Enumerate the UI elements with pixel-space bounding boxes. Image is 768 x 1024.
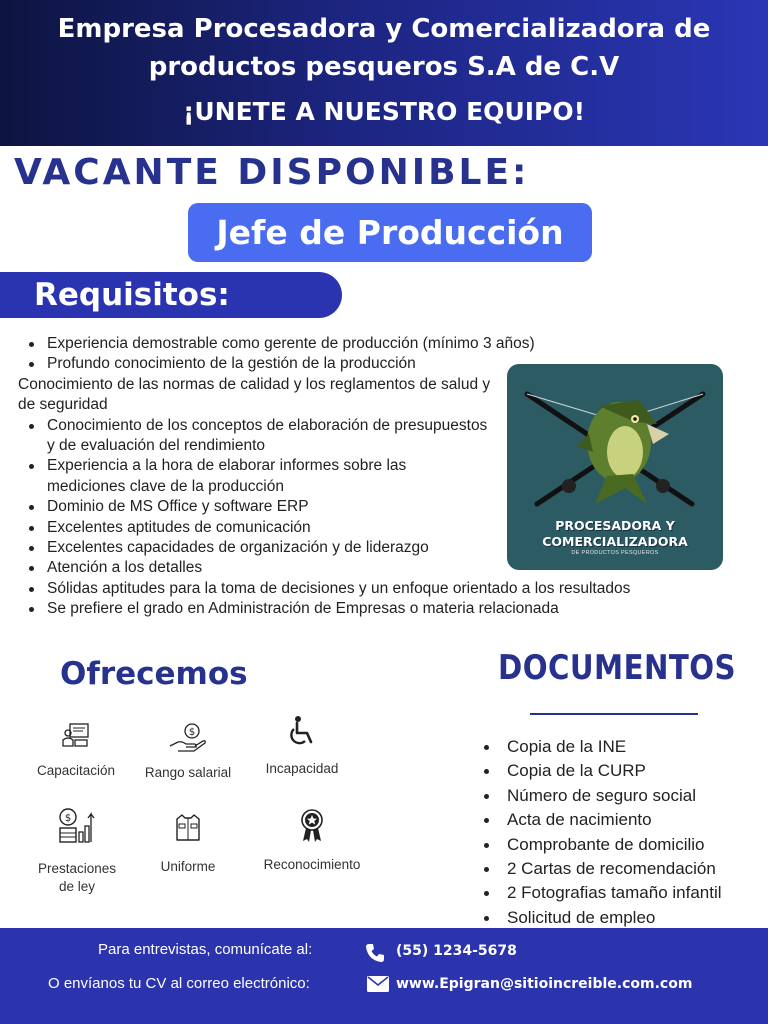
company-name-line1: Empresa Procesadora y Comercializadora de: [57, 14, 711, 44]
requirement-item: Sólidas aptitudes para la toma de decisiones y un enfoque orientado a los resultados: [18, 579, 738, 599]
documents-divider: [530, 713, 698, 715]
benefit-recognition: [252, 808, 372, 874]
benefit-label: Uniforme: [160, 859, 216, 874]
award-icon: [298, 808, 326, 844]
position-badge: Jefe de Producción: [188, 203, 592, 262]
document-item: 2 Fotografias tamaño infantil: [483, 881, 768, 905]
vacancy-title: VACANTE DISPONIBLE:: [14, 152, 530, 193]
benefit-training: [26, 720, 126, 780]
requirement-item: Conocimiento de los conceptos de elaboración de presupuestos y de evaluación del rendimiento: [18, 416, 488, 457]
svg-text:$: $: [64, 813, 72, 824]
interview-label: Para entrevistas, comunícate al:: [98, 941, 313, 958]
company-name-line2: productos pesqueros S.A de C.V: [148, 52, 620, 82]
phone-number[interactable]: (55) 1234-5678: [396, 943, 517, 959]
requirement-item: Experiencia a la hora de elaborar informes sobre las mediciones clave de la producción: [18, 456, 488, 497]
benefit-label: Rango salarial: [144, 765, 232, 780]
requirements-title: Requisitos:: [34, 277, 230, 313]
benefits-icon: [57, 806, 97, 846]
training-icon: [61, 720, 91, 750]
requirements-header-bar: [0, 272, 342, 318]
benefit-salary: [136, 722, 240, 782]
contact-footer: [0, 928, 768, 1024]
document-item: Copia de la CURP: [483, 759, 768, 783]
benefit-disability: [252, 714, 352, 778]
documents-title: DOCUMENTOS: [498, 648, 737, 688]
benefit-label-line1: Prestaciones: [37, 861, 117, 876]
company-logo: [507, 364, 723, 570]
company-name: [20, 10, 748, 86]
requirement-item: Atención a los detalles: [18, 558, 738, 578]
benefit-label: Reconocimiento: [263, 857, 361, 872]
requirement-item: Conocimiento de las normas de calidad y los reglamentos de salud y de seguridad: [18, 375, 491, 414]
logo-subtext: DE PRODUCTOS PESQUEROS: [571, 550, 659, 556]
benefit-legal-benefits: [26, 806, 128, 896]
disability-icon: [286, 714, 318, 748]
document-item: Copia de la INE: [483, 735, 768, 759]
requirement-item: Excelentes aptitudes de comunicación: [18, 518, 738, 538]
requirement-item: Excelentes capacidades de organización y de liderazgo: [18, 538, 738, 558]
requirement-item: Profundo conocimiento de la gestión de la producción: [18, 354, 738, 374]
svg-text:$: $: [188, 727, 196, 738]
phone-icon: [364, 942, 386, 964]
logo-text: PROCESADORA Y COMERCIALIZADORA: [542, 518, 688, 549]
document-item: Número de seguro social: [483, 784, 768, 808]
requirement-item: Dominio de MS Office y software ERP: [18, 497, 738, 517]
benefit-uniform: [140, 812, 236, 876]
benefit-label-line2: de ley: [58, 879, 96, 894]
document-item: 2 Cartas de recomendación: [483, 857, 768, 881]
benefit-label: Incapacidad: [265, 761, 339, 776]
uniform-icon: [173, 812, 203, 844]
requirement-item: Se prefiere el grado en Administración de Empresas o materia relacionada: [18, 599, 738, 619]
benefit-label: Capacitación: [36, 763, 116, 778]
salary-icon: [168, 722, 208, 754]
email-icon: [366, 975, 390, 993]
email-address[interactable]: www.Epigran@sitioincreible.com.com: [396, 976, 693, 992]
cv-label: O envíanos tu CV al correo electrónico:: [48, 975, 310, 992]
header-banner: [0, 0, 768, 146]
document-item: Comprobante de domicilio: [483, 833, 768, 857]
document-item: Acta de nacimiento: [483, 808, 768, 832]
join-team-heading: ¡UNETE A NUESTRO EQUIPO!: [182, 97, 586, 126]
document-item: Solicitud de empleo: [483, 906, 768, 930]
requirement-item: Experiencia demostrable como gerente de producción (mínimo 3 años): [18, 334, 738, 354]
offer-title: Ofrecemos: [60, 656, 248, 692]
documents-list: [483, 735, 768, 930]
